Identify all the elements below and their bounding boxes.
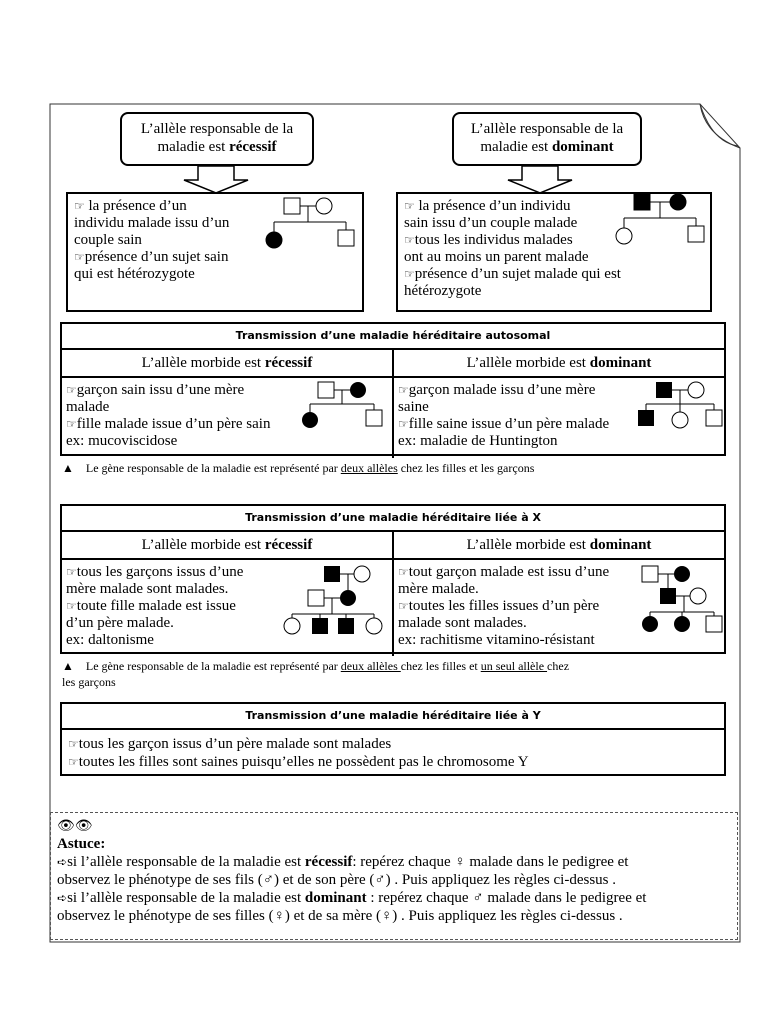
recessive-rule-2: individu malade issu d’un [74,215,230,231]
dominant-rule-3: ☞tous les individus malades [404,232,573,248]
pointing-hand-icon: ☞ [74,250,85,264]
autosomal-head-recessive: L’allèle morbide est récessif [62,350,394,376]
x-linked-dominant-line-1: ☞tout garçon malade est issu d’une [398,564,610,580]
x-linked-recessive-line-1: ☞tous les garçons issus d’une [66,564,244,580]
pointing-hand-icon: ☞ [398,417,409,431]
dominant-pedigree [610,192,710,252]
pointing-hand-icon: ☞ [404,233,415,247]
autosomal-note: ▲ Le gène responsable de la maladie est représenté par deux allèles chez les filles et les garçons [62,461,535,475]
triangle-bullet-icon: ▲ [62,659,74,673]
recessive-rule-1: ☞ la présence d’un [74,198,187,214]
dominant-rule-5: ☞présence d’un sujet malade qui est [404,266,621,282]
x-linked-dominant-line-4: malade sont malades. [398,615,527,631]
astuce-title: Astuce: [57,836,106,852]
autosomal-recessive-line-3: ☞fille malade issue d’un père sain [66,416,271,432]
x-linked-recessive-line-2: mère malade sont malades. [66,581,229,597]
dominant-down-arrow [500,166,580,194]
x-linked-head-recessive: L’allèle morbide est récessif [62,532,394,558]
x-linked-header-row [62,532,724,560]
autosomal-dominant-pedigree [634,378,724,430]
autosomal-dominant-line-3: ☞fille saine issue d’un père malade [398,416,610,432]
x-linked-recessive-line-3: ☞toute fille malade est issue [66,598,236,614]
autosomal-dominant-line-4: ex: maladie de Huntington [398,433,558,449]
x-linked-table [60,504,726,654]
arrow-icon: ➪ [57,855,68,869]
y-linked-line-2: ☞toutes les filles sont saines puisqu’elles ne possèdent pas le chromosome Y [68,754,529,770]
autosomal-dominant-line-2: saine [398,399,429,415]
y-linked-title: Transmission d’une maladie héréditaire liée à Y [62,704,724,730]
pointing-hand-icon: ☞ [68,755,79,769]
arrow-icon: ➪ [57,891,68,905]
pointing-hand-icon: ☞ [66,599,77,613]
dominant-header-line1: L’allèle responsable de la [470,121,624,137]
recessive-header-box [120,112,314,166]
y-linked-line-1: ☞tous les garçon issus d’un père malade sont malades [68,736,392,752]
x-linked-note: ▲ Le gène responsable de la maladie est représenté par deux allèles chez les filles et un seul allèle chez les garçons [62,659,570,689]
dominant-rule-4: ont au moins un parent malade [404,249,589,265]
autosomal-recessive-line-2: malade [66,399,110,415]
autosomal-recessive-line-4: ex: mucoviscidose [66,433,178,449]
pointing-hand-icon: ☞ [398,565,409,579]
astuce-line-2: observez le phénotype de ses fils (♂) et de son père (♂) . Puis appliquez les règles ci-dessus . [57,872,617,888]
recessive-header-line2: maladie est récessif [157,139,277,155]
autosomal-table [60,322,726,456]
pointing-hand-icon: ☞ [66,383,77,397]
dominant-header-box [452,112,642,166]
pointing-hand-icon: ☞ [404,267,415,281]
astuce-line-4: observez le phénotype de ses filles (♀) et de sa mère (♀) . Puis appliquez les règles ci-dessus . [57,908,623,924]
pointing-hand-icon: ☞ [66,565,77,579]
x-linked-head-dominant: L’allèle morbide est dominant [466,537,652,553]
recessive-header-line1: L’allèle responsable de la [140,121,294,137]
recessive-pedigree [260,194,360,264]
autosomal-header-row [62,350,724,378]
x-linked-title: Transmission d’une maladie héréditaire liée à X [62,506,724,532]
dominant-rule-2: sain issu d’un couple malade [404,215,578,231]
pointing-hand-icon: ☞ [404,199,415,213]
eyes-icon: 👁👁 [57,818,93,834]
pointing-hand-icon: ☞ [66,417,77,431]
autosomal-title: Transmission d’une maladie héréditaire autosomal [62,324,724,350]
dominant-header-line2: maladie est dominant [480,139,614,155]
y-linked-body [62,730,724,776]
astuce-line-1: ➪si l’allèle responsable de la maladie est récessif: repérez chaque ♀ malade dans le pedigree et [57,854,629,870]
x-linked-recessive-line-4: d’un père malade. [66,615,174,631]
pointing-hand-icon: ☞ [68,737,79,751]
x-linked-body-row [62,560,724,656]
x-linked-dominant-line-3: ☞toutes les filles issues d’un père [398,598,600,614]
dominant-rule-1: ☞ la présence d’un individu [404,198,571,214]
x-linked-dominant-pedigree [636,560,726,642]
recessive-rule-5: qui est hétérozygote [74,266,195,282]
x-linked-recessive-line-5: ex: daltonisme [66,632,154,648]
dominant-rule-6: hétérozygote [404,283,482,299]
autosomal-recessive-pedigree [298,378,384,430]
x-linked-dominant-line-5: ex: rachitisme vitamino-résistant [398,632,595,648]
triangle-bullet-icon: ▲ [62,461,74,475]
astuce-line-3: ➪si l’allèle responsable de la maladie est dominant : repérez chaque ♂ malade dans le pedigree et [57,890,647,906]
y-linked-table [60,702,726,776]
recessive-down-arrow [176,166,256,194]
recessive-rule-3: couple sain [74,232,142,248]
pointing-hand-icon: ☞ [398,599,409,613]
x-linked-recessive-pedigree [278,560,388,642]
pointing-hand-icon: ☞ [398,383,409,397]
autosomal-recessive-line-1: ☞garçon sain issu d’une mère [66,382,245,398]
autosomal-head-dominant: L’allèle morbide est dominant [466,355,652,371]
x-linked-dominant-line-2: mère malade. [398,581,479,597]
pointing-hand-icon: ☞ [74,199,85,213]
recessive-rule-4: ☞présence d’un sujet sain [74,249,229,265]
astuce-box [50,812,738,940]
autosomal-dominant-line-1: ☞garçon malade issu d’une mère [398,382,596,398]
autosomal-body-row [62,378,724,458]
